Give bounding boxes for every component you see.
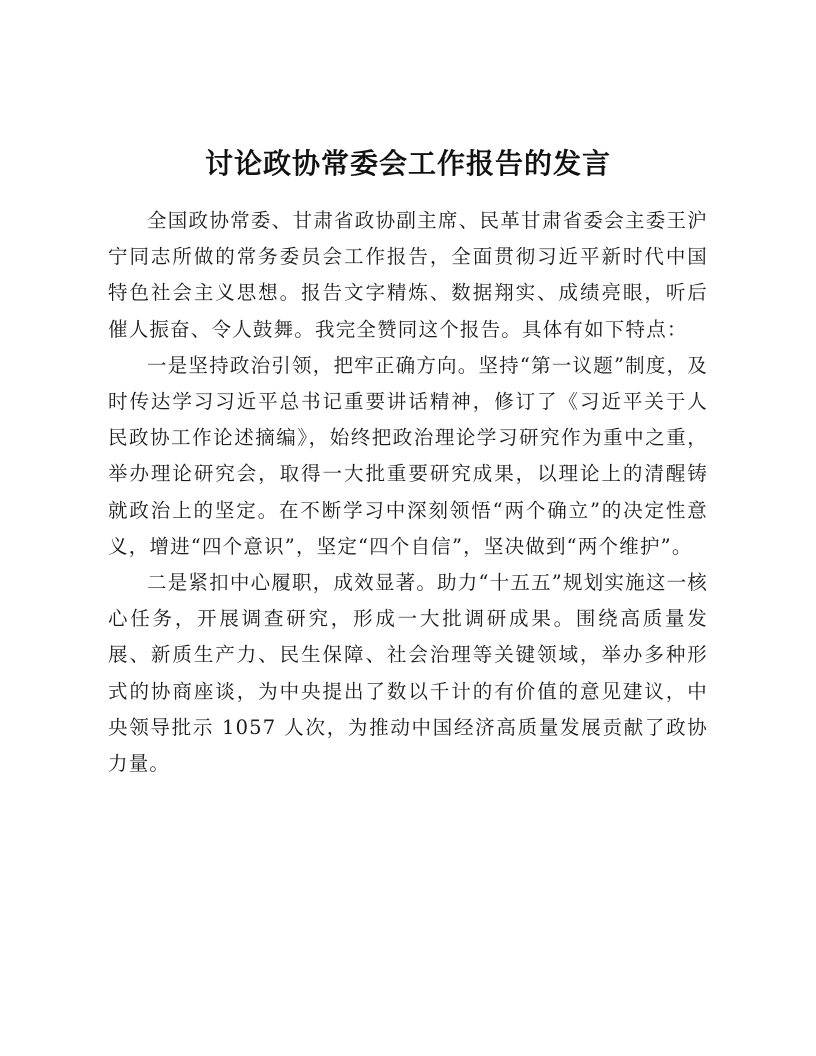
- document-body: [108, 203, 708, 782]
- paragraph-point-two: 二是紧扣中心履职，成效显著。助力“十五五”规划实施这一核心任务，开展调查研究，形成一大批调研成果。围绕高质量发展、新质生产力、民生保障、社会治理等关键领域，举办多种形式的协商座谈，为中央提出了数以千计的有价值的意见建议，中央领导批示 1057 人次，为推动中国经济高质量发展贡献了政协力量。: [108, 571, 708, 776]
- paragraph-point-one: 一是坚持政治引领，把牢正确方向。坚持“第一议题”制度，及时传达学习习近平总书记重要讲话精神，修订了《习近平关于人民政协工作论述摘编》，始终把政治理论学习研究作为重中之重，举办理论研究会，取得一大批重要研究成果，以理论上的清醒铸就政治上的坚定。在不断学习中深刻领悟“两个确立”的决定性意义，增进“四个意识”，坚定“四个自信”，坚决做到“两个维护”。: [108, 353, 708, 558]
- document-title: 讨论政协常委会工作报告的发言: [204, 147, 611, 180]
- paragraph-intro: 全国政协常委、甘肃省政协副主席、民革甘肃省委会主委王沪宁同志所做的常务委员会工作报告，全面贯彻习近平新时代中国特色社会主义思想。报告文字精炼、数据翔实、成绩亮眼，听后催人振奋、令人鼓舞。我完全赞同这个报告。具体有如下特点：: [108, 209, 708, 341]
